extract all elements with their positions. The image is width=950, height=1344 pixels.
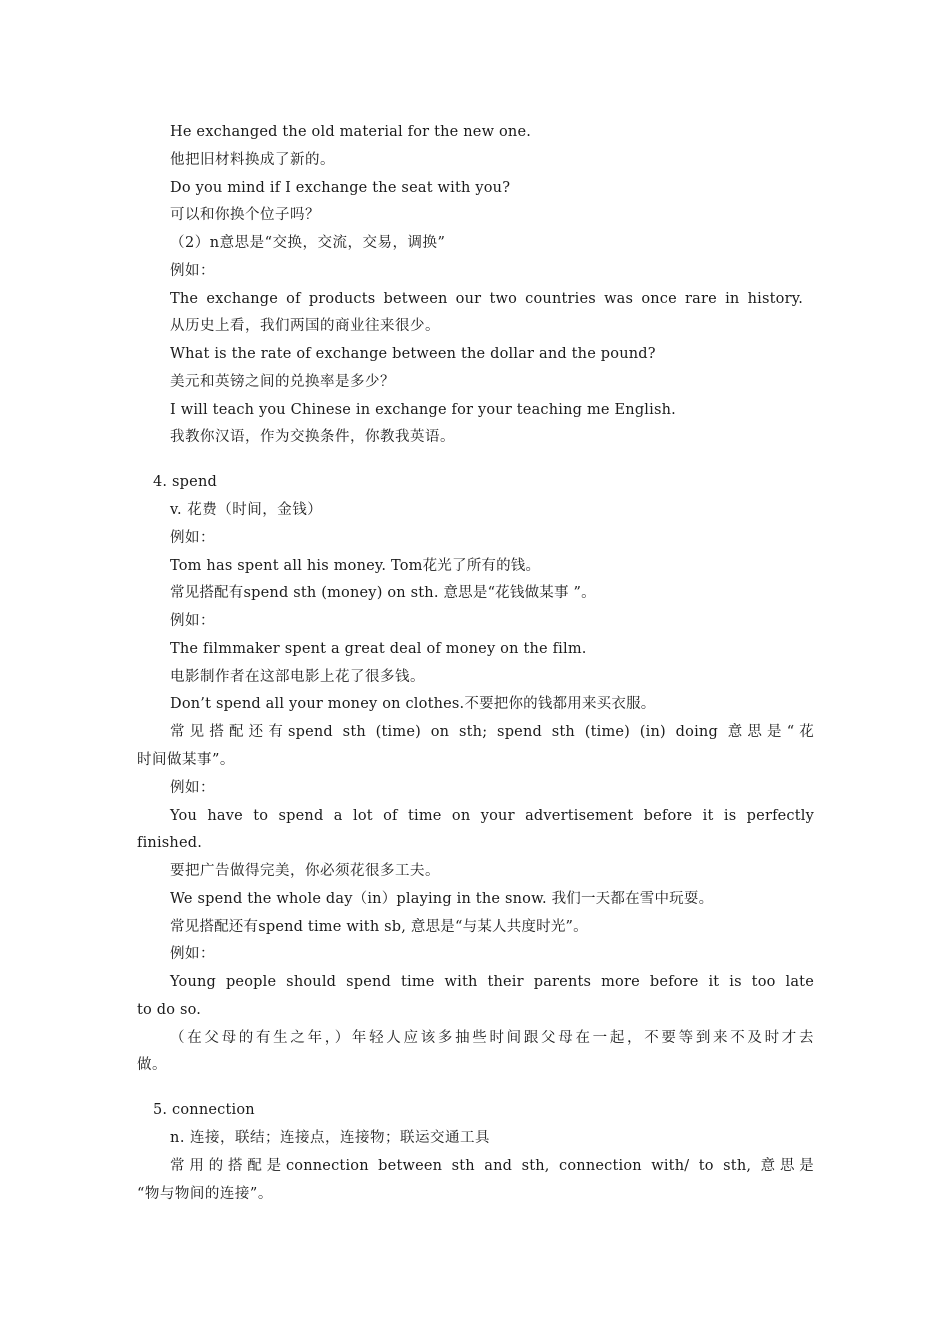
definition: v. 花费（时间，金钱） bbox=[170, 502, 323, 518]
example-sentence: What is the rate of exchange between the dollar and the pound? bbox=[170, 346, 656, 362]
translation-cont: 做。 bbox=[137, 1057, 167, 1073]
collocation-note-cont: 时间做某事”。 bbox=[137, 752, 235, 768]
example-sentence: Young people should spend time with their parents more before it is too late bbox=[170, 974, 814, 990]
example-sentence: The filmmaker spent a great deal of money on the film. bbox=[170, 641, 587, 657]
example-label: 例如： bbox=[170, 613, 215, 629]
section-heading-connection: 5. connection bbox=[153, 1102, 255, 1118]
example-sentence: He exchanged the old material for the new one. bbox=[170, 124, 532, 140]
translation: 我教你汉语，作为交换条件，你教我英语。 bbox=[170, 429, 455, 445]
example-sentence-cont: to do so. bbox=[137, 1002, 202, 1018]
sense-heading: （2）n意思是“交换，交流，交易，调换” bbox=[170, 235, 446, 251]
translation: （在父母的有生之年，）年轻人应该多抽些时间跟父母在一起，不要等到来不及时才去 bbox=[170, 1030, 814, 1046]
translation: 要把广告做得完美，你必须花很多工夫。 bbox=[170, 863, 440, 879]
section-heading-spend: 4. spend bbox=[153, 474, 217, 490]
example-sentence-cont: finished. bbox=[137, 835, 203, 851]
collocation-note: 常见搭配有spend sth (money) on sth. 意思是“花钱做某事 ”。 bbox=[170, 585, 596, 601]
collocation-note: 常见搭配还有spend sth (time) on sth; spend sth (time) (in) doing 意思是“花 bbox=[170, 724, 814, 740]
collocation-note: 常用的搭配是connection between sth and sth, connection with/ to sth, 意思是 bbox=[170, 1158, 814, 1174]
translation: 他把旧材料换成了新的。 bbox=[170, 152, 335, 168]
translation: 电影制作者在这部电影上花了很多钱。 bbox=[170, 669, 425, 685]
example-sentence: Tom has spent all his money. Tom花光了所有的钱。 bbox=[170, 558, 541, 574]
example-sentence: You have to spend a lot of time on your advertisement before it is perfectly bbox=[170, 808, 814, 824]
definition: n. 连接，联结；连接点，连接物；联运交通工具 bbox=[170, 1130, 491, 1146]
collocation-note: 常见搭配还有spend time with sb, 意思是“与某人共度时光”。 bbox=[170, 919, 588, 935]
example-sentence: I will teach you Chinese in exchange for your teaching me English. bbox=[170, 402, 676, 418]
translation: 可以和你换个位子吗？ bbox=[170, 207, 320, 223]
example-sentence: The exchange of products between our two countries was once rare in history. bbox=[170, 291, 803, 307]
translation: 从历史上看，我们两国的商业往来很少。 bbox=[170, 318, 440, 334]
example-sentence: Don’t spend all your money on clothes.不要把你的钱都用来买衣服。 bbox=[170, 696, 656, 712]
translation: 美元和英镑之间的兑换率是多少？ bbox=[170, 374, 395, 390]
example-label: 例如： bbox=[170, 946, 215, 962]
example-sentence: We spend the whole day（in）playing in the snow. 我们一天都在雪中玩耍。 bbox=[170, 891, 714, 907]
example-label: 例如： bbox=[170, 263, 215, 279]
collocation-note-cont: “物与物间的连接”。 bbox=[137, 1186, 273, 1202]
example-label: 例如： bbox=[170, 780, 215, 796]
example-label: 例如： bbox=[170, 530, 215, 546]
example-sentence: Do you mind if I exchange the seat with you? bbox=[170, 180, 511, 196]
